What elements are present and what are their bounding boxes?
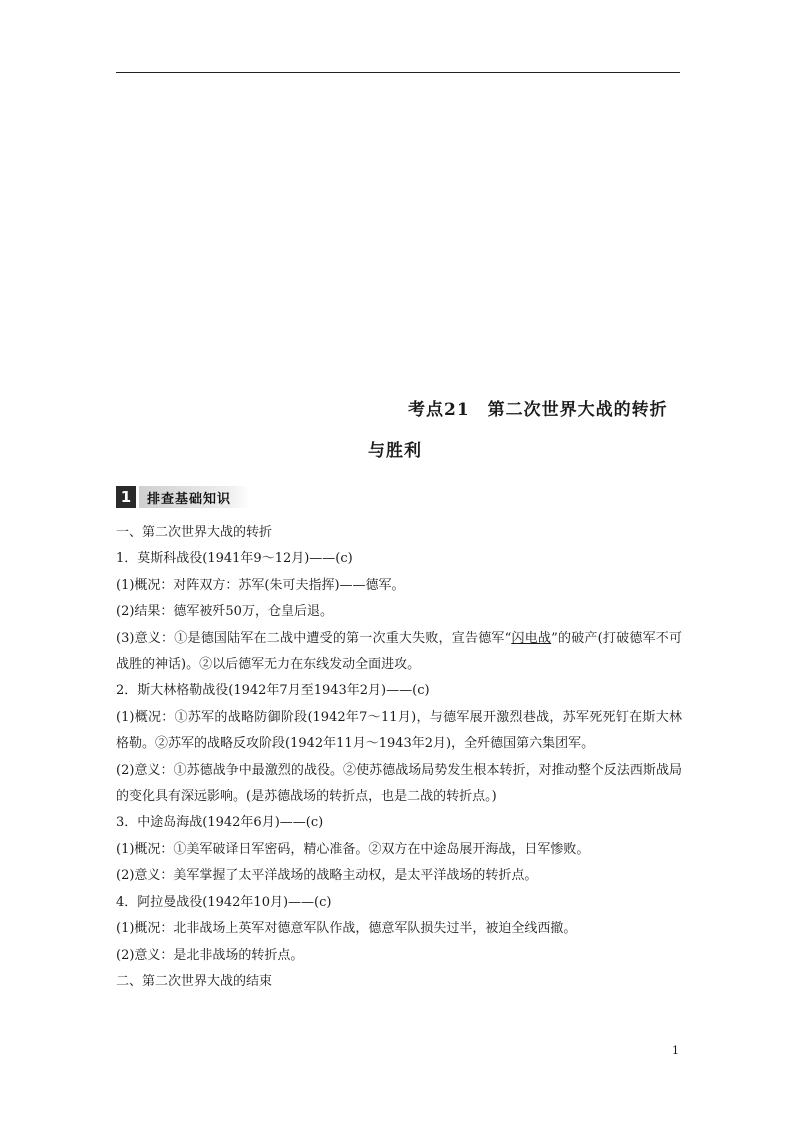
battle-alamein-heading: 4．阿拉曼战役(1942年10月)——(c) [116,894,332,910]
battle-midway-overview: (1)概况：①美军破译日军密码，精心准备。②双方在中途岛展开海战，日军惨败。 [116,841,590,857]
battle-moscow-result: (2)结果：德军被歼50万，仓皇后退。 [116,604,333,620]
battle-stalingrad-heading: 2．斯大林格勒战役(1942年7月至1943年2月)——(c) [116,683,430,699]
significance-text-start: (3)意义：①是德国陆军在二战中遭受的第一次重大失败，宣告德军“ [116,630,512,646]
battle-stalingrad-significance: (2)意义：①苏德战争中最激烈的战役。②使苏德战场局势发生根本转折，对推动整个反法西斯战局的变化具有深远影响。(是苏德战场的转折点，也是二战的转折点。) [116,762,682,805]
banner-label: 排查基础知识 [139,486,250,508]
battle-midway-significance: (2)意义：美军掌握了太平洋战场的战略主动权，是太平洋战场的转折点。 [116,868,538,884]
battle-alamein-significance: (2)意义：是北非战场的转折点。 [116,947,304,963]
section-heading-war-end: 二、第二次世界大战的结束 [116,973,273,989]
section-heading-turning-point: 一、第二次世界大战的转折 [116,525,273,540]
significance-text-end: ”的破产(打破德军不可战胜的神话)。②以后德军无力在东线发动全面进攻。 [116,630,682,673]
page-title-line-1: 考点21 第二次世界大战的转折 [408,400,668,420]
page-title-line-2: 与胜利 [368,441,422,461]
document-body [116,520,682,995]
battle-alamein-overview: (1)概况：北非战场上英军对德意军队作战，德意军队损失过半，被迫全线西撤。 [116,921,577,937]
header-rule [116,72,680,73]
blitzkrieg-term: 闪电战 [511,630,552,646]
page-number: 1 [672,1044,679,1057]
battle-stalingrad-overview: (1)概况：①苏军的战略防御阶段(1942年7～11月)，与德军展开激烈巷战，苏军死死钉在斯大林格勒。②苏军的战略反攻阶段(1942年11月～1943年2月)，全歼德国第六集团军。 [116,709,682,752]
banner-number: 1 [116,486,139,508]
battle-moscow-overview: (1)概况：对阵双方：苏军(朱可夫指挥)——德军。 [116,577,405,593]
section-banner [116,486,250,508]
battle-moscow-heading: 1．莫斯科战役(1941年9～12月)——(c) [116,551,353,567]
battle-moscow-significance [116,626,682,679]
battle-midway-heading: 3．中途岛海战(1942年6月)——(c) [116,815,324,831]
